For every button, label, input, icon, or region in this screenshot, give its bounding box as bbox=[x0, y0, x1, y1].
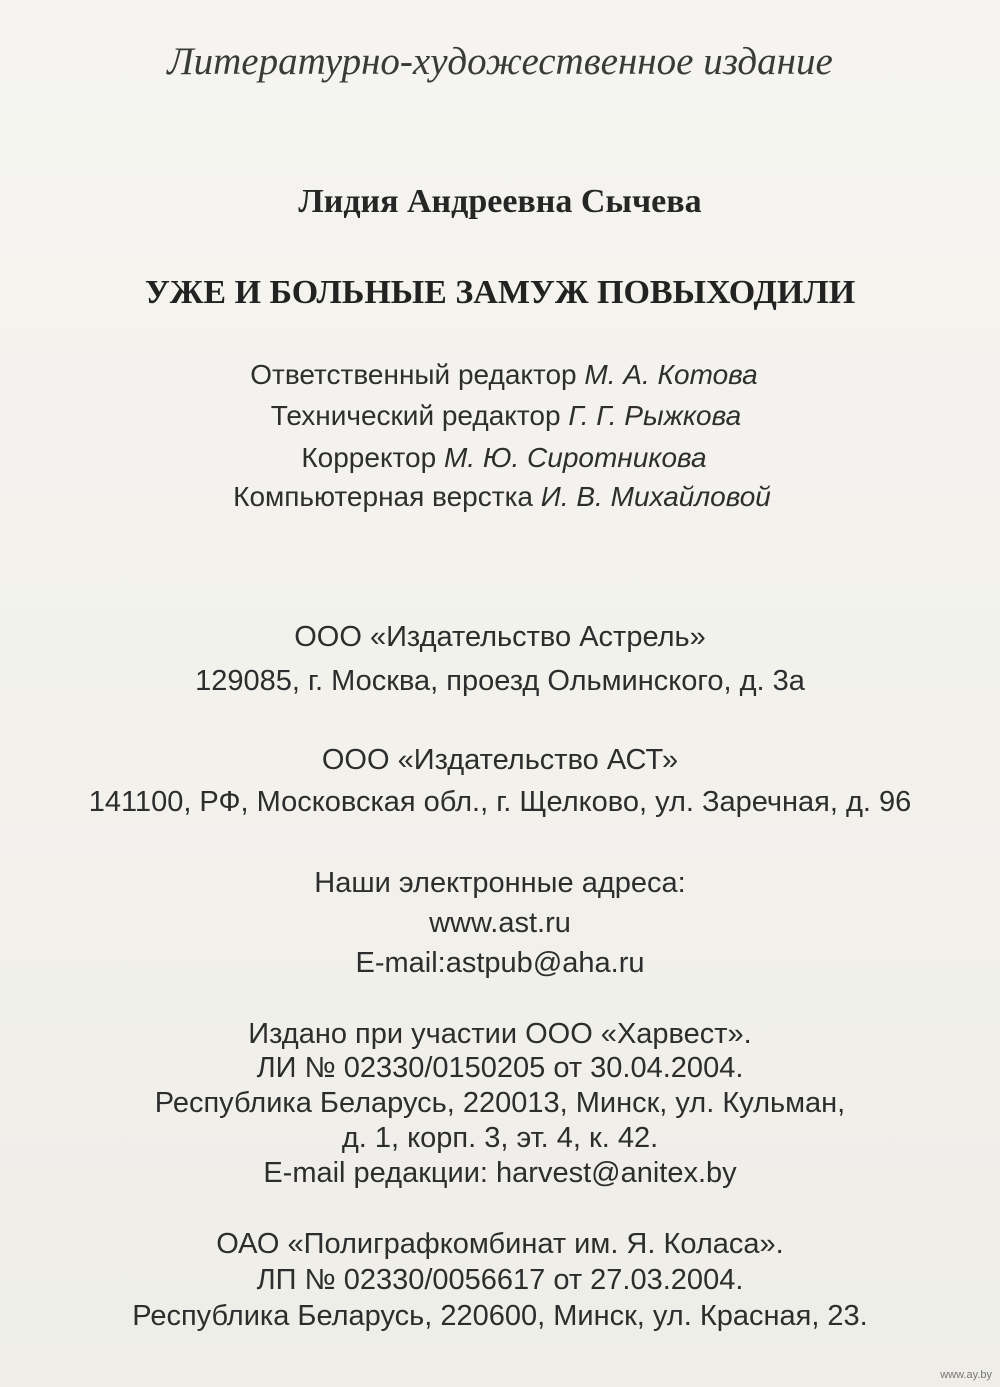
site-watermark: www.ay.by bbox=[940, 1369, 992, 1381]
credit-role: Корректор bbox=[301, 442, 437, 473]
harvest-line-4: д. 1, корп. 3, эт. 4, к. 42. bbox=[341, 1122, 659, 1154]
printer-line-3: Республика Беларусь, 220600, Минск, ул. Красная, 23. bbox=[132, 1300, 868, 1332]
harvest-line-3: Республика Беларусь, 220013, Минск, ул. Кульман, bbox=[154, 1087, 846, 1119]
credit-role: Компьютерная верстка bbox=[233, 481, 534, 512]
harvest-line-1: Издано при участии ООО «Харвест». bbox=[248, 1018, 752, 1050]
contacts-heading: Наши электронные адреса: bbox=[314, 867, 686, 899]
credit-person: И. В. Михайловой bbox=[540, 481, 771, 512]
author-name: Лидия Андреевна Сычева bbox=[298, 183, 702, 220]
credit-line-technical-editor bbox=[6, 402, 1000, 430]
publisher1-name: ООО «Издательство Астрель» bbox=[294, 621, 706, 653]
credit-person: Г. Г. Рыжкова bbox=[568, 400, 742, 431]
credit-role: Ответственный редактор bbox=[250, 359, 577, 390]
genre-label: Литературно-художественное издание bbox=[167, 40, 833, 83]
book-title: УЖЕ И БОЛЬНЫЕ ЗАМУЖ ПОВЫХОДИЛИ bbox=[144, 274, 856, 311]
credit-line-proofreader bbox=[4, 444, 1000, 472]
credit-line-layout bbox=[2, 483, 1000, 511]
credit-person: М. Ю. Сиротникова bbox=[443, 442, 707, 473]
printer-line-1: ОАО «Полиграфкомбинат им. Я. Коласа». bbox=[216, 1228, 784, 1260]
publisher2-name: ООО «Издательство АСТ» bbox=[321, 744, 679, 776]
harvest-line-5: E-mail редакции: harvest@anitex.by bbox=[263, 1157, 737, 1189]
publisher2-address: 141100, РФ, Московская обл., г. Щелково, ул. Заречная, д. 96 bbox=[88, 786, 912, 818]
credit-person: М. А. Котова bbox=[584, 359, 758, 390]
credit-role: Технический редактор bbox=[270, 400, 561, 431]
printer-line-2: ЛП № 02330/0056617 от 27.03.2004. bbox=[256, 1264, 744, 1296]
contacts-email: E-mail:astpub@aha.ru bbox=[355, 947, 645, 979]
harvest-line-2: ЛИ № 02330/0150205 от 30.04.2004. bbox=[256, 1052, 744, 1084]
publisher1-address: 129085, г. Москва, проезд Ольминского, д. 3а bbox=[195, 665, 805, 697]
credit-line-chief-editor bbox=[4, 361, 1000, 389]
contacts-website: www.ast.ru bbox=[429, 907, 571, 939]
